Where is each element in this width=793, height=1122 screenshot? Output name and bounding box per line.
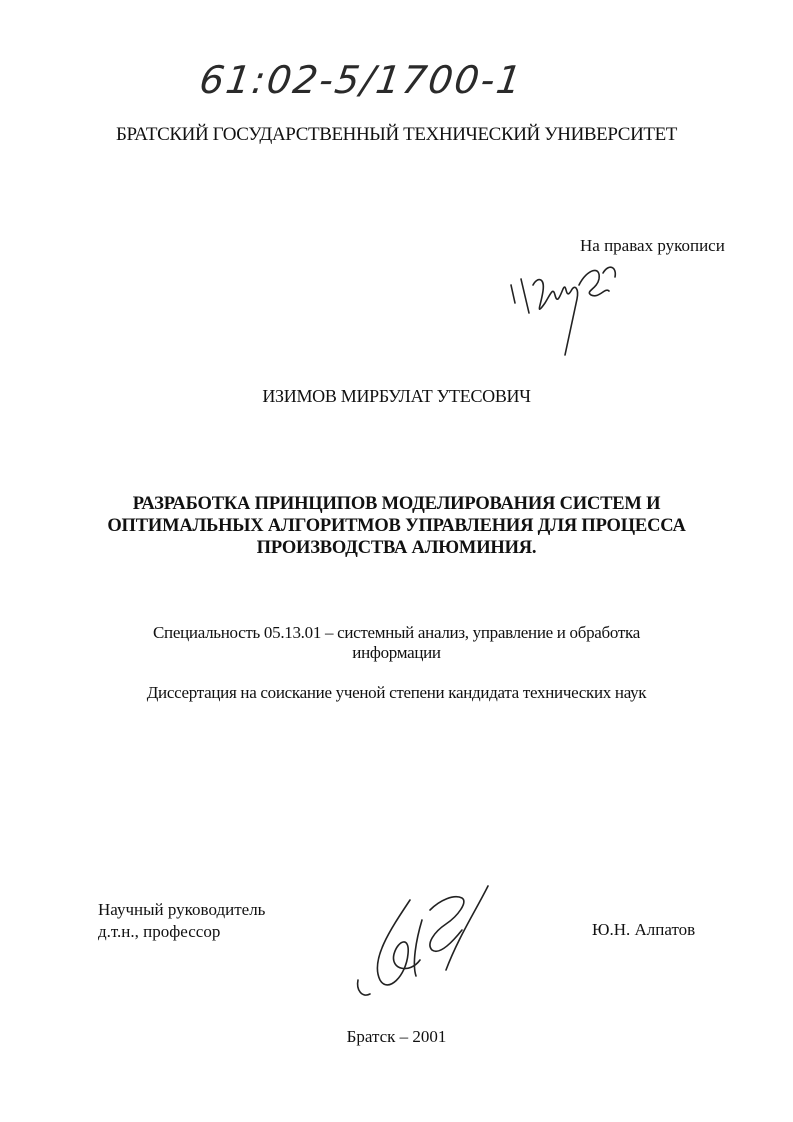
degree-text: Диссертация на соискание ученой степени кандидата технических наук — [146, 683, 647, 702]
dissertation-title — [90, 493, 703, 559]
author-signature-icon — [505, 255, 630, 360]
supervisor-name: Ю.Н. Алпатов — [592, 920, 696, 939]
supervisor-role: Научный руководитель — [98, 900, 266, 919]
handwritten-archive-code: 61:02-5/1700-1 — [196, 58, 526, 102]
title-line: ПРОИЗВОДСТВА АЛЮМИНИЯ. — [256, 538, 537, 558]
author-name: ИЗИМОВ МИРБУЛАТ УТЕСОВИЧ — [262, 386, 531, 406]
supervisor-credentials: д.т.н., профессор — [98, 922, 221, 941]
specialty-text: Специальность 05.13.01 – системный анализ, управление и обработка информации — [153, 623, 640, 662]
university-name: БРАТСКИЙ ГОСУДАРСТВЕННЫЙ ТЕХНИЧЕСКИЙ УНИВЕРСИТЕТ — [115, 124, 678, 145]
manuscript-note: На правах рукописи — [580, 236, 725, 255]
supervisor-signature-icon — [350, 880, 500, 1005]
supervisor-block — [98, 899, 265, 943]
title-line: ОПТИМАЛЬНЫХ АЛГОРИТМОВ УПРАВЛЕНИЯ ДЛЯ ПРОЦЕССА — [107, 516, 686, 536]
city-year: Братск – 2001 — [346, 1027, 447, 1046]
title-line: РАЗРАБОТКА ПРИНЦИПОВ МОДЕЛИРОВАНИЯ СИСТЕМ И — [132, 494, 661, 514]
